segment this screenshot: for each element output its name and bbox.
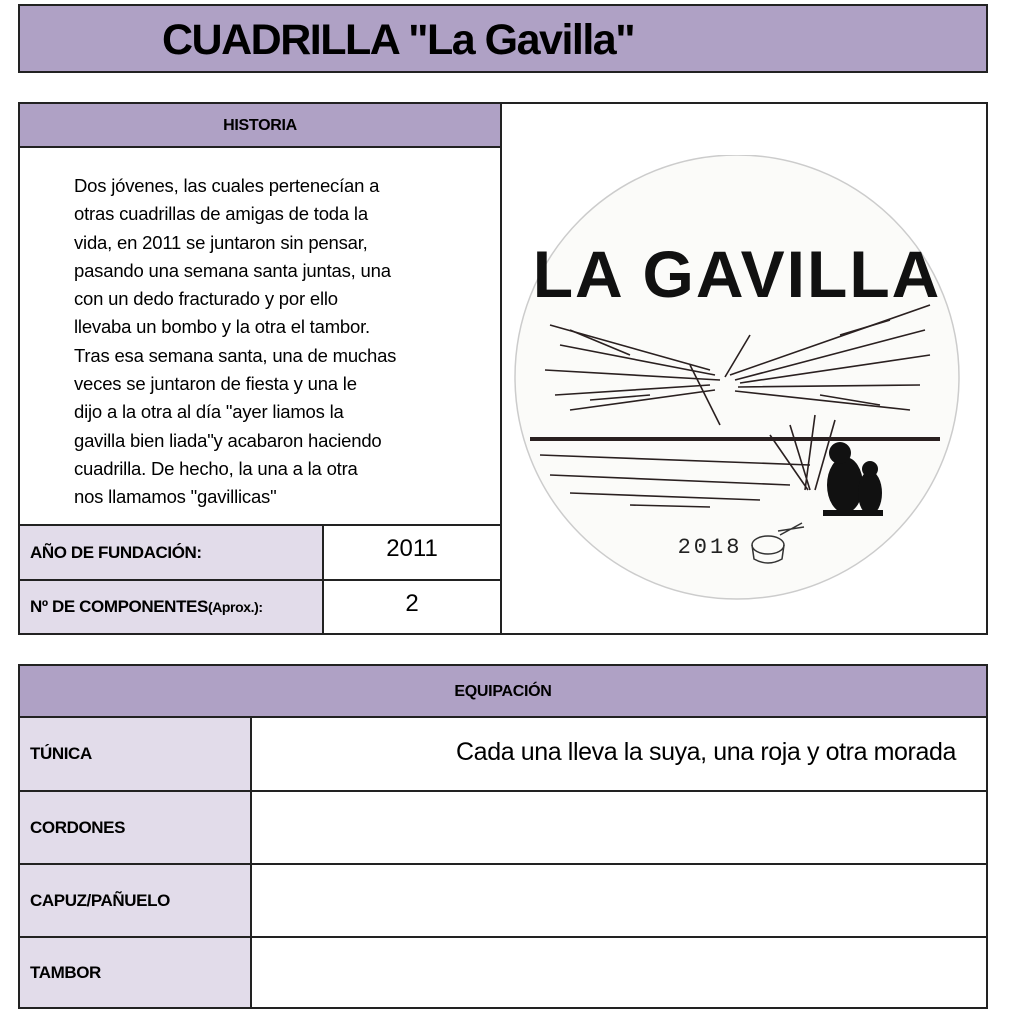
historia-line: Dos jóvenes, las cuales pertenecían a — [74, 175, 380, 196]
tambor-value — [252, 938, 986, 1007]
logo-circle — [515, 155, 959, 599]
fundacion-label: AÑO DE FUNDACIÓN: — [20, 526, 323, 580]
equipacion-header: EQUIPACIÓN — [20, 666, 986, 717]
historia-line: con un dedo fracturado y por ello — [74, 288, 338, 310]
componentes-label-note: (Aprox.): — [207, 599, 263, 615]
historia-line: Tras esa semana santa, una de muchas — [74, 344, 397, 366]
componentes-value: 2 — [405, 590, 419, 617]
historia-line: otras cuadrillas de amigas de toda la — [74, 203, 368, 225]
historia-line: cuadrilla. De hecho, la una a la otra — [74, 457, 358, 479]
historia-line: gavilla bien liada"y acabaron haciendo — [74, 429, 382, 451]
divider — [500, 102, 502, 635]
historia-line: pasando una semana santa juntas, una — [74, 259, 391, 281]
historia-line: veces se juntaron de fiesta y una le — [74, 373, 357, 395]
historia-line: vida, en 2011 se juntaron sin pensar, — [74, 231, 368, 253]
historia-line: llevaba un bombo y la otra el tambor. — [74, 316, 370, 338]
cordones-label: CORDONES — [20, 792, 250, 863]
title-banner — [18, 4, 988, 73]
tunica-value: Cada una lleva la suya, una roja y otra morada — [456, 738, 956, 766]
page-title: CUADRILLA "La Gavilla" — [162, 16, 635, 64]
tunica-label: TÚNICA — [20, 718, 250, 790]
cordones-value — [252, 792, 986, 863]
tambor-label: TAMBOR — [20, 938, 250, 1007]
capuz-label: CAPUZ/PAÑUELO — [20, 865, 250, 936]
cuadrilla-logo — [510, 155, 965, 605]
capuz-value — [252, 865, 986, 936]
logo-year: 2018 — [677, 535, 743, 560]
historia-header: HISTORIA — [20, 104, 500, 147]
fundacion-value: 2011 — [386, 535, 438, 562]
componentes-label-text: Nº DE COMPONENTES — [30, 597, 208, 616]
historia-line: nos llamamos "gavillicas" — [74, 486, 277, 508]
historia-line: dijo a la otra al día "ayer liamos la — [74, 401, 344, 423]
componentes-label — [20, 581, 322, 633]
divider — [18, 146, 501, 148]
logo-text: LA GAVILLA — [532, 237, 942, 311]
historia-text — [74, 172, 396, 512]
